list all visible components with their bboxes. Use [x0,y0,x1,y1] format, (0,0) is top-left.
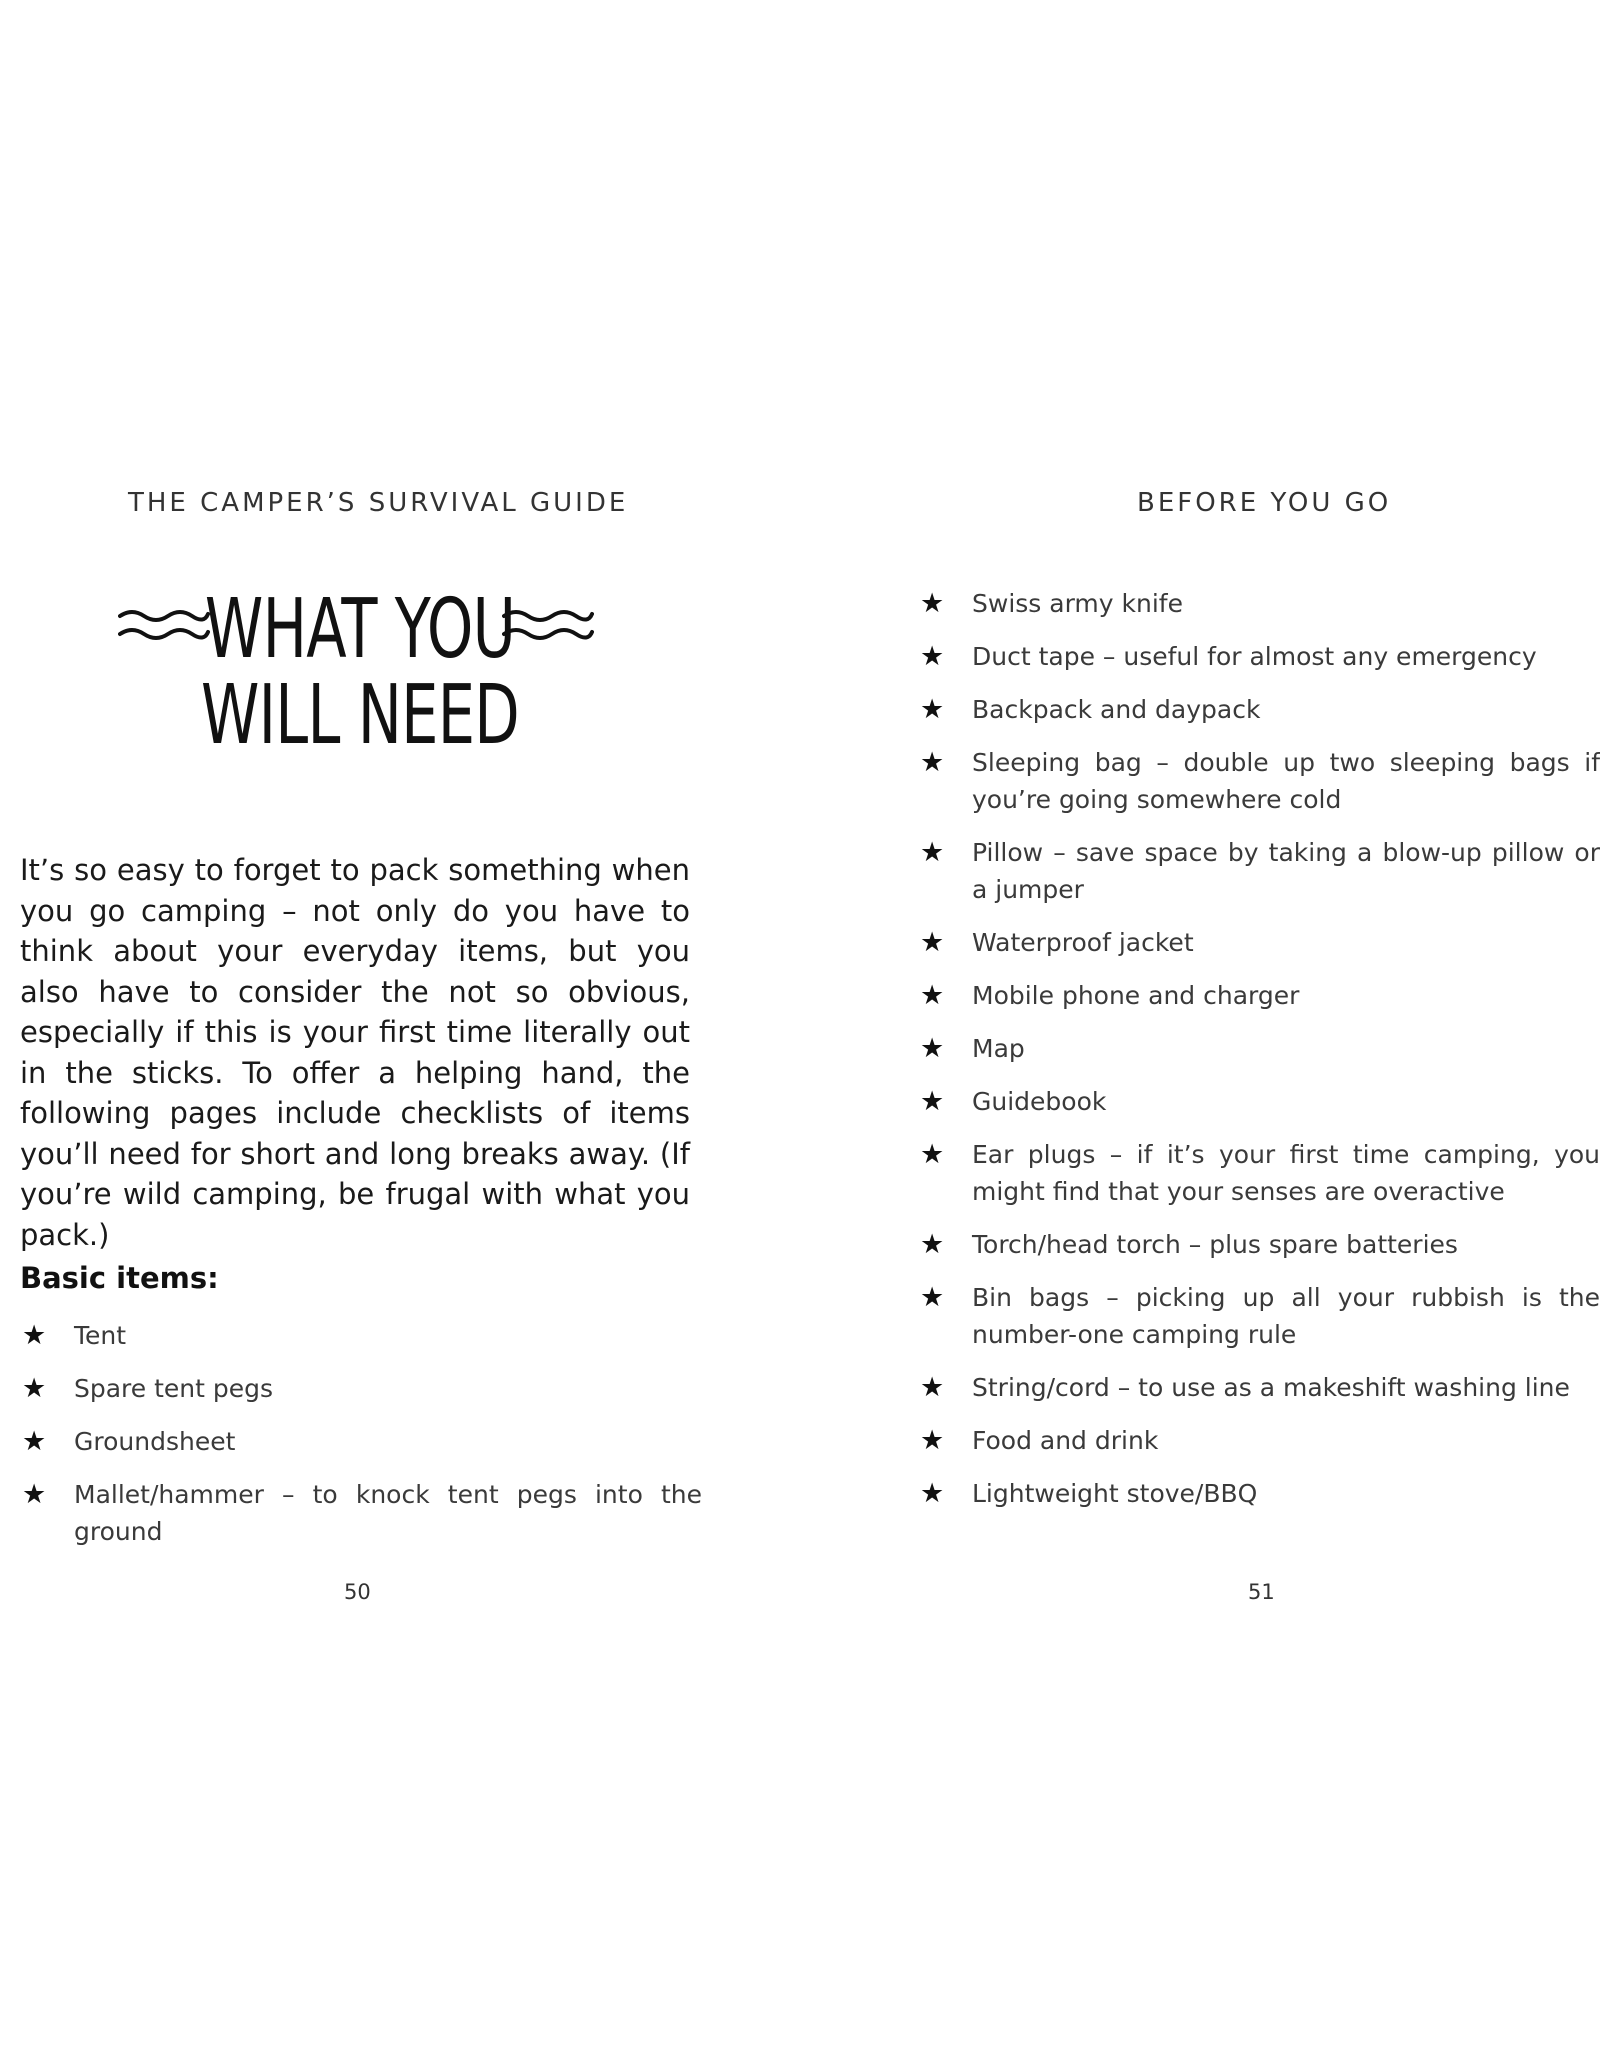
right-page [920,0,1600,2048]
list-item [22,1317,702,1354]
list-item [920,744,1600,818]
list-item-text: Spare tent pegs [74,1374,274,1403]
list-item [920,585,1600,622]
running-head: THE CAMPER’S SURVIVAL GUIDE [128,488,629,518]
items-checklist [920,585,1600,1528]
list-item-text: Sleeping bag – double up two sleeping bags if you’re going somewhere cold [972,748,1600,814]
list-item-text: Guidebook [972,1087,1107,1116]
list-item-text: Mallet/hammer – to knock tent pegs into the ground [74,1480,702,1546]
intro-paragraph: It’s so easy to forget to pack something when you go camping – not only do you have to think about your everyday items, but you also have to consider the not so obvious, especially if this is your first time literally out in the sticks. To offer a helping hand, the following pages include checklists of items you’ll need for short and long breaks away. (If you’re wild camping, be frugal with what you pack.) [20,853,690,1252]
star-icon: ★ [22,1479,47,1510]
star-icon: ★ [920,1033,945,1064]
basic-items-list [22,1317,702,1566]
page-number: 51 [1248,1580,1275,1604]
star-icon: ★ [920,641,945,672]
star-icon: ★ [920,1372,945,1403]
list-item [920,638,1600,675]
list-item-text: Food and drink [972,1426,1159,1455]
star-icon: ★ [920,837,945,868]
list-item [920,1226,1600,1263]
list-item [920,1136,1600,1210]
list-item [920,1369,1600,1406]
list-item-text: Swiss army knife [972,589,1183,618]
star-icon: ★ [920,747,945,778]
list-item [920,977,1600,1014]
left-page [0,0,720,2048]
list-item [920,1083,1600,1120]
list-item-text: Pillow – save space by taking a blow-up pillow or a jumper [972,838,1600,904]
star-icon: ★ [920,1282,945,1313]
star-icon: ★ [920,694,945,725]
list-item [920,924,1600,961]
list-item-text: Groundsheet [74,1427,236,1456]
section-heading: Basic items: [20,1261,219,1295]
list-item [920,1475,1600,1512]
list-item [22,1476,702,1550]
title-line-1: WHAT YOU [204,582,516,677]
list-item-text: Waterproof jacket [972,928,1194,957]
list-item-text: Tent [74,1321,127,1350]
list-item [920,691,1600,728]
list-item-text: Duct tape – useful for almost any emergency [972,642,1537,671]
star-icon: ★ [920,1139,945,1170]
star-icon: ★ [920,1425,945,1456]
list-item [920,1030,1600,1067]
wave-lines-icon [502,604,594,648]
list-item-text: Torch/head torch – plus spare batteries [972,1230,1458,1259]
chapter-title [110,582,610,772]
star-icon: ★ [22,1373,47,1404]
list-item [920,1422,1600,1459]
list-item [920,834,1600,908]
list-item [920,1279,1600,1353]
list-item-text: Lightweight stove/BBQ [972,1479,1258,1508]
title-line-2: WILL NEED [200,668,520,763]
page-number: 50 [344,1580,371,1604]
list-item [22,1370,702,1407]
list-item-text: String/cord – to use as a makeshift washing line [972,1373,1570,1402]
list-item-text: Bin bags – picking up all your rubbish is the number-one camping rule [972,1283,1600,1349]
list-item-text: Mobile phone and charger [972,981,1300,1010]
star-icon: ★ [920,1229,945,1260]
star-icon: ★ [920,980,945,1011]
star-icon: ★ [22,1426,47,1457]
star-icon: ★ [920,927,945,958]
star-icon: ★ [920,1086,945,1117]
list-item-text: Ear plugs – if it’s your first time camping, you might find that your senses are overactive [972,1140,1600,1206]
star-icon: ★ [920,588,945,619]
list-item [22,1423,702,1460]
list-item-text: Map [972,1034,1025,1063]
star-icon: ★ [920,1478,945,1509]
running-head: BEFORE YOU GO [1137,488,1392,518]
list-item-text: Backpack and daypack [972,695,1261,724]
star-icon: ★ [22,1320,47,1351]
